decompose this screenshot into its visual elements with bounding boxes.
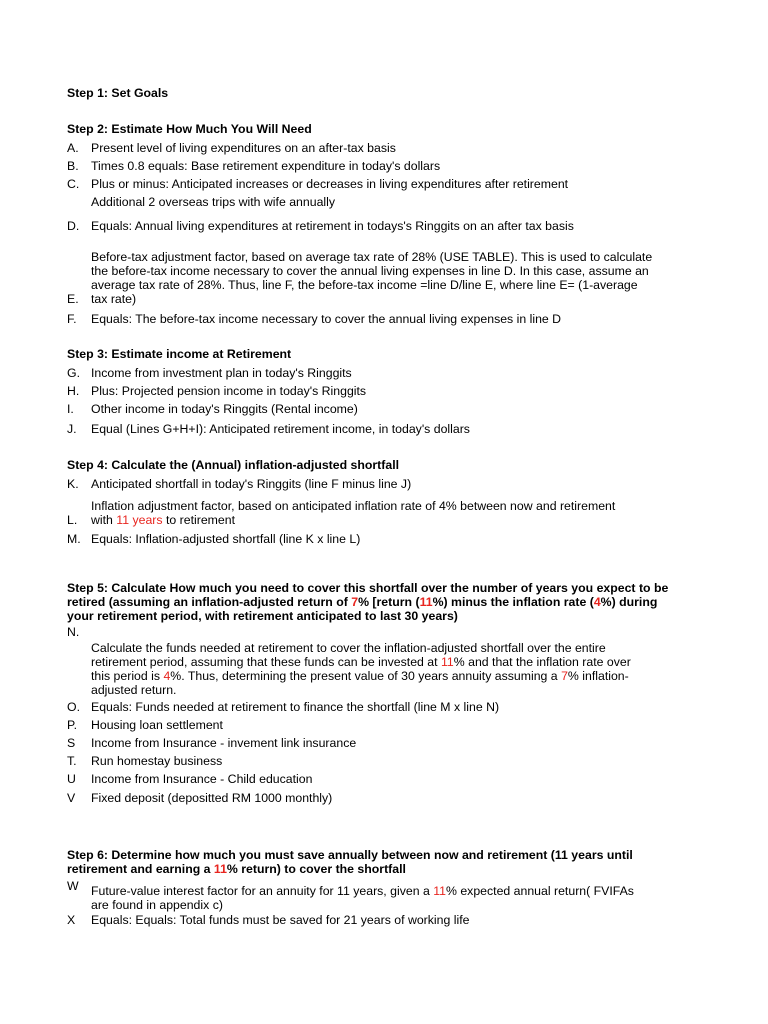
item-k-letter: K. bbox=[67, 477, 79, 491]
item-h-text: Plus: Projected pension income in today's Ringgits bbox=[91, 384, 367, 398]
step-2-heading: Step 2: Estimate How Much You Will Need bbox=[67, 122, 312, 136]
item-j-letter: J. bbox=[67, 422, 77, 436]
item-m-letter: M. bbox=[67, 532, 81, 546]
item-l-text-2: with 11 years to retirement bbox=[91, 513, 236, 527]
item-w-text-2: are found in appendix c) bbox=[91, 898, 223, 912]
item-w-letter: W bbox=[67, 879, 79, 893]
item-a-letter: A. bbox=[67, 141, 79, 155]
item-c-letter: C. bbox=[67, 177, 80, 191]
item-e-text-2: the before-tax income necessary to cover the annual living expenses in line D. In this case, assume an bbox=[91, 264, 649, 278]
step-3-heading: Step 3: Estimate income at Retirement bbox=[67, 347, 292, 361]
item-u-text: Income from Insurance - Child education bbox=[91, 772, 313, 786]
item-n-text-2: retirement period, assuming that these funds can be invested at 11% and that the inflation rate over bbox=[91, 655, 631, 669]
item-w-text-1: Future-value interest factor for an annuity for 11 years, given a 11% expected annual return( FVIFAs bbox=[91, 884, 634, 898]
step-6-heading-2: retirement and earning a 11% return) to cover the shortfall bbox=[67, 862, 406, 876]
item-e-text-1: Before-tax adjustment factor, based on average tax rate of 28% (USE TABLE). This is used to calculate bbox=[91, 250, 653, 264]
item-l-text-1: Inflation adjustment factor, based on anticipated inflation rate of 4% between now and retirement bbox=[91, 499, 616, 513]
item-n-letter: N. bbox=[67, 625, 80, 639]
item-i-text: Other income in today's Ringgits (Rental income) bbox=[91, 402, 358, 416]
years-to-retirement-highlight: 11 years bbox=[116, 513, 163, 527]
item-n-text-4: adjusted return. bbox=[91, 683, 177, 697]
item-m-text: Equals: Inflation-adjusted shortfall (line K x line L) bbox=[91, 532, 361, 546]
item-s-letter: S bbox=[67, 736, 76, 750]
item-e-letter: E. bbox=[67, 292, 79, 306]
item-p-letter: P. bbox=[67, 718, 78, 732]
step-5-heading-2: retired (assuming an inflation-adjusted return of 7% [return (11%) minus the inflation rate (4%) during bbox=[67, 595, 658, 609]
item-e-text-3: average tax rate of 28%. Thus, line F, the before-tax income =line D/line E, where line E= (1-average bbox=[91, 278, 638, 292]
step-4-heading: Step 4: Calculate the (Annual) inflation-adjusted shortfall bbox=[67, 458, 400, 472]
item-n-text-1: Calculate the funds needed at retirement to cover the inflation-adjusted shortfall over the entire bbox=[91, 641, 606, 655]
item-j-text: Equal (Lines G+H+I): Anticipated retirement income, in today's dollars bbox=[91, 422, 470, 436]
item-u-letter: U bbox=[67, 772, 76, 786]
step-5-heading-3: your retirement period, with retirement anticipated to last 30 years) bbox=[67, 609, 458, 623]
item-d-letter: D. bbox=[67, 219, 80, 233]
item-o-text: Equals: Funds needed at retirement to finance the shortfall (line M x line N) bbox=[91, 700, 500, 714]
item-i-letter: I. bbox=[67, 402, 74, 416]
step-6-heading-1: Step 6: Determine how much you must save annually between now and retirement (11 years until bbox=[67, 848, 633, 862]
item-t-letter: T. bbox=[67, 754, 77, 768]
item-g-text: Income from investment plan in today's Ringgits bbox=[91, 366, 352, 380]
item-a-text: Present level of living expenditures on an after-tax basis bbox=[91, 141, 396, 155]
item-o-letter: O. bbox=[67, 700, 80, 714]
item-x-text: Equals: Equals: Total funds must be saved for 21 years of working life bbox=[91, 913, 470, 927]
item-c-text-2: Additional 2 overseas trips with wife annually bbox=[91, 195, 336, 209]
item-s-text: Income from Insurance - invement link insurance bbox=[91, 736, 357, 750]
item-p-text: Housing loan settlement bbox=[91, 718, 223, 732]
item-t-text: Run homestay business bbox=[91, 754, 223, 768]
item-l-letter: L. bbox=[67, 513, 78, 527]
item-c-text: Plus or minus: Anticipated increases or decreases in living expenditures after retirement bbox=[91, 177, 569, 191]
item-b-letter: B. bbox=[67, 159, 79, 173]
step-5-heading-1: Step 5: Calculate How much you need to cover this shortfall over the number of years you expect to be bbox=[67, 581, 669, 595]
item-d-text: Equals: Annual living expenditures at retirement in todays's Ringgits on an after tax basis bbox=[91, 219, 574, 233]
item-n-text-3: this period is 4%. Thus, determining the present value of 30 years annuity assuming a 7% inflation- bbox=[91, 669, 629, 683]
step-1-heading: Step 1: Set Goals bbox=[67, 86, 169, 100]
item-v-letter: V bbox=[67, 791, 76, 805]
item-x-letter: X bbox=[67, 913, 76, 927]
item-b-text: Times 0.8 equals: Base retirement expenditure in today's dollars bbox=[91, 159, 441, 173]
item-f-letter: F. bbox=[67, 312, 77, 326]
item-v-text: Fixed deposit (depositted RM 1000 monthly) bbox=[91, 791, 333, 805]
item-h-letter: H. bbox=[67, 384, 80, 398]
item-f-text: Equals: The before-tax income necessary to cover the annual living expenses in line D bbox=[91, 312, 562, 326]
item-e-text-4: tax rate) bbox=[91, 292, 137, 306]
item-k-text: Anticipated shortfall in today's Ringgits (line F minus line J) bbox=[91, 477, 412, 491]
item-g-letter: G. bbox=[67, 366, 80, 380]
